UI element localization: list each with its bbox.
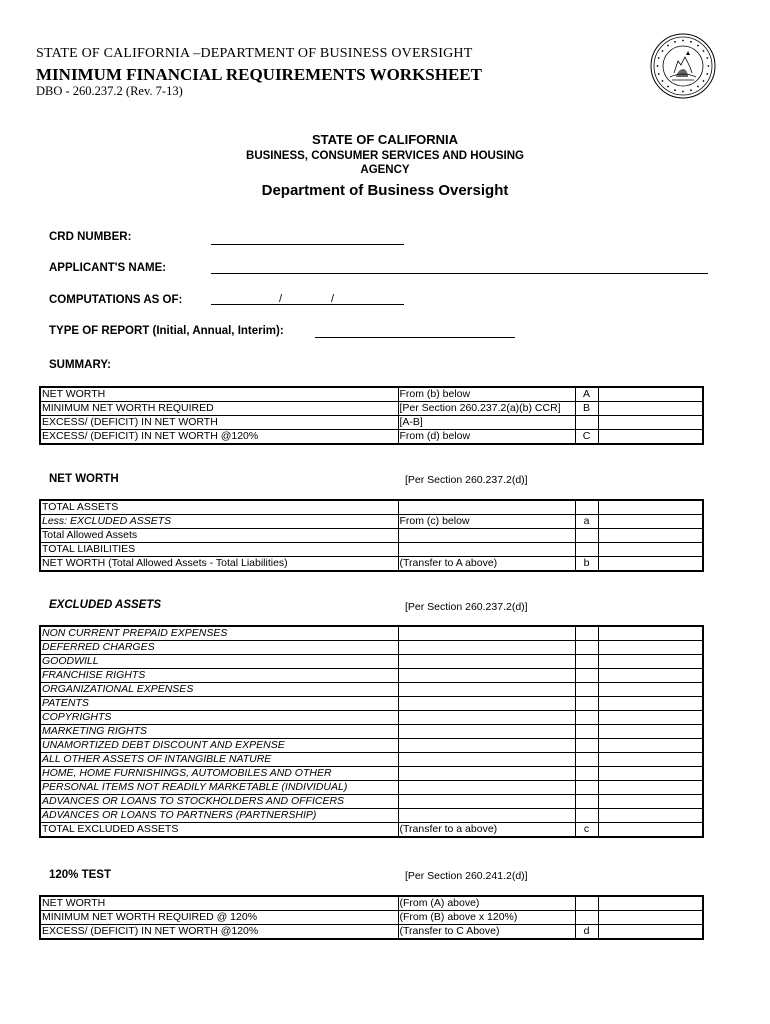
amount-cell[interactable] [598,896,703,911]
table-row [40,896,703,911]
amount-cell[interactable] [598,626,703,641]
row-reference [398,767,575,781]
row-label: NON CURRENT PREPAID EXPENSES [40,626,398,641]
table-row [40,669,703,683]
state-seal-icon [650,33,716,99]
row-label: ADVANCES OR LOANS TO STOCKHOLDERS AND OFFICERS [40,795,398,809]
amount-cell[interactable] [598,387,703,402]
date-separator: / [279,293,283,305]
row-label: ADVANCES OR LOANS TO PARTNERS (PARTNERSHIP) [40,809,398,823]
row-reference: (From (B) above x 120%) [398,911,575,925]
amount-cell[interactable] [598,911,703,925]
row-label: EXCESS/ (DEFICIT) IN NET WORTH @120% [40,430,398,445]
row-label: ORGANIZATIONAL EXPENSES [40,683,398,697]
row-label: TOTAL ASSETS [40,500,398,515]
excluded-assets-section-ref: [Per Section 260.237.2(d)] [405,601,528,613]
amount-cell[interactable] [598,925,703,940]
row-reference: From (d) below [398,430,575,445]
amount-cell[interactable] [598,655,703,669]
row-code [575,809,598,823]
row-label: HOME, HOME FURNISHINGS, AUTOMOBILES AND OTHER [40,767,398,781]
table-row [40,387,703,402]
test-120-section-ref: [Per Section 260.241.2(d)] [405,870,528,882]
row-reference [398,655,575,669]
summary-label: SUMMARY: [49,359,111,371]
computations-as-of-label: COMPUTATIONS AS OF: [49,294,183,306]
row-code [575,767,598,781]
table-row [40,416,703,430]
test-120-table [39,895,704,940]
row-code [575,543,598,557]
row-reference [398,781,575,795]
row-reference [398,809,575,823]
report-type-field[interactable] [315,337,515,338]
row-label: MARKETING RIGHTS [40,725,398,739]
amount-cell[interactable] [598,683,703,697]
amount-cell[interactable] [598,430,703,445]
amount-cell[interactable] [598,739,703,753]
table-row [40,753,703,767]
table-row [40,430,703,445]
table-row [40,781,703,795]
row-code [575,753,598,767]
row-label: GOODWILL [40,655,398,669]
amount-cell[interactable] [598,557,703,572]
row-code [575,896,598,911]
row-reference: (Transfer to a above) [398,823,575,838]
department-name: Department of Business Oversight [261,182,509,199]
row-reference [398,753,575,767]
agency-state: STATE OF CALIFORNIA [311,132,459,147]
excluded-assets-table [39,625,704,838]
row-reference [398,626,575,641]
amount-cell[interactable] [598,515,703,529]
table-row [40,725,703,739]
row-reference: (From (A) above) [398,896,575,911]
table-row [40,529,703,543]
row-label: NET WORTH [40,387,398,402]
row-code: b [575,557,598,572]
summary-table [39,386,704,445]
row-code [575,781,598,795]
amount-cell[interactable] [598,767,703,781]
row-reference: [A-B] [398,416,575,430]
row-code [575,626,598,641]
row-label: FRANCHISE RIGHTS [40,669,398,683]
row-code [575,500,598,515]
excluded-assets-heading: EXCLUDED ASSETS [49,599,162,611]
table-row [40,655,703,669]
table-row [40,515,703,529]
net-worth-section-ref: [Per Section 260.237.2(d)] [405,474,528,486]
row-code [575,683,598,697]
row-label: NET WORTH (Total Allowed Assets - Total Liabilities) [40,557,398,572]
amount-cell[interactable] [598,402,703,416]
table-row [40,543,703,557]
row-reference [398,669,575,683]
row-label: COPYRIGHTS [40,711,398,725]
row-label: EXCESS/ (DEFICIT) IN NET WORTH [40,416,398,430]
table-row [40,823,703,838]
row-code [575,911,598,925]
row-reference [398,795,575,809]
row-reference: From (b) below [398,387,575,402]
row-reference: From (c) below [398,515,575,529]
amount-cell[interactable] [598,795,703,809]
table-row [40,557,703,572]
row-code [575,655,598,669]
table-row [40,711,703,725]
row-code [575,795,598,809]
amount-cell[interactable] [598,543,703,557]
row-reference [398,500,575,515]
row-code: C [575,430,598,445]
date-separator: / [331,293,335,305]
row-code [575,725,598,739]
row-label: DEFERRED CHARGES [40,641,398,655]
row-label: TOTAL LIABILITIES [40,543,398,557]
table-row [40,795,703,809]
row-label: NET WORTH [40,896,398,911]
table-row [40,626,703,641]
computations-date-field[interactable] [211,304,404,305]
form-title: MINIMUM FINANCIAL REQUIREMENTS WORKSHEET [36,65,482,84]
amount-cell[interactable] [598,809,703,823]
row-reference [398,725,575,739]
amount-cell[interactable] [598,500,703,515]
row-code [575,697,598,711]
amount-cell[interactable] [598,416,703,430]
report-type-label: TYPE OF REPORT (Initial, Annual, Interim): [49,325,284,337]
row-reference [398,739,575,753]
row-reference [398,697,575,711]
amount-cell[interactable] [598,641,703,655]
row-reference [398,711,575,725]
table-row [40,809,703,823]
amount-cell[interactable] [598,697,703,711]
row-label: MINIMUM NET WORTH REQUIRED @ 120% [40,911,398,925]
test-120-heading: 120% TEST [49,869,111,881]
crd-number-label: CRD NUMBER: [49,231,132,243]
amount-cell[interactable] [598,725,703,739]
row-label: PATENTS [40,697,398,711]
row-reference [398,641,575,655]
row-code [575,739,598,753]
table-row [40,767,703,781]
row-reference: (Transfer to A above) [398,557,575,572]
amount-cell[interactable] [598,711,703,725]
row-code: d [575,925,598,940]
net-worth-table [39,499,704,572]
row-label: ALL OTHER ASSETS OF INTANGIBLE NATURE [40,753,398,767]
table-row [40,739,703,753]
row-label: TOTAL EXCLUDED ASSETS [40,823,398,838]
table-row [40,925,703,940]
amount-cell[interactable] [598,781,703,795]
row-reference [398,529,575,543]
row-code: B [575,402,598,416]
row-label: EXCESS/ (DEFICIT) IN NET WORTH @120% [40,925,398,940]
crd-number-field[interactable] [211,244,404,245]
row-code: A [575,387,598,402]
row-label: Total Allowed Assets [40,529,398,543]
row-code: a [575,515,598,529]
agency-name-line2: AGENCY [360,164,410,176]
row-label: PERSONAL ITEMS NOT READILY MARKETABLE (INDIVIDUAL) [40,781,398,795]
row-code [575,711,598,725]
amount-cell[interactable] [598,753,703,767]
row-code: c [575,823,598,838]
row-reference: [Per Section 260.237.2(a)(b) CCR] [398,402,575,416]
table-row [40,683,703,697]
row-label: MINIMUM NET WORTH REQUIRED [40,402,398,416]
table-row [40,697,703,711]
amount-cell[interactable] [598,529,703,543]
row-code [575,416,598,430]
table-row [40,402,703,416]
agency-name-line1: BUSINESS, CONSUMER SERVICES AND HOUSING [246,150,524,162]
row-label: UNAMORTIZED DEBT DISCOUNT AND EXPENSE [40,739,398,753]
form-number: DBO - 260.237.2 (Rev. 7-13) [36,84,183,98]
table-row [40,500,703,515]
row-reference [398,543,575,557]
applicant-name-label: APPLICANT'S NAME: [49,262,167,274]
row-code [575,529,598,543]
row-code [575,669,598,683]
net-worth-heading: NET WORTH [49,473,119,485]
row-label: Less: EXCLUDED ASSETS [40,515,398,529]
table-row [40,641,703,655]
row-reference [398,683,575,697]
row-code [575,641,598,655]
row-reference: (Transfer to C Above) [398,925,575,940]
amount-cell[interactable] [598,823,703,838]
amount-cell[interactable] [598,669,703,683]
form-agency-line: STATE OF CALIFORNIA –DEPARTMENT OF BUSINESS OVERSIGHT [36,46,473,61]
table-row [40,911,703,925]
applicant-name-field[interactable] [211,273,708,274]
